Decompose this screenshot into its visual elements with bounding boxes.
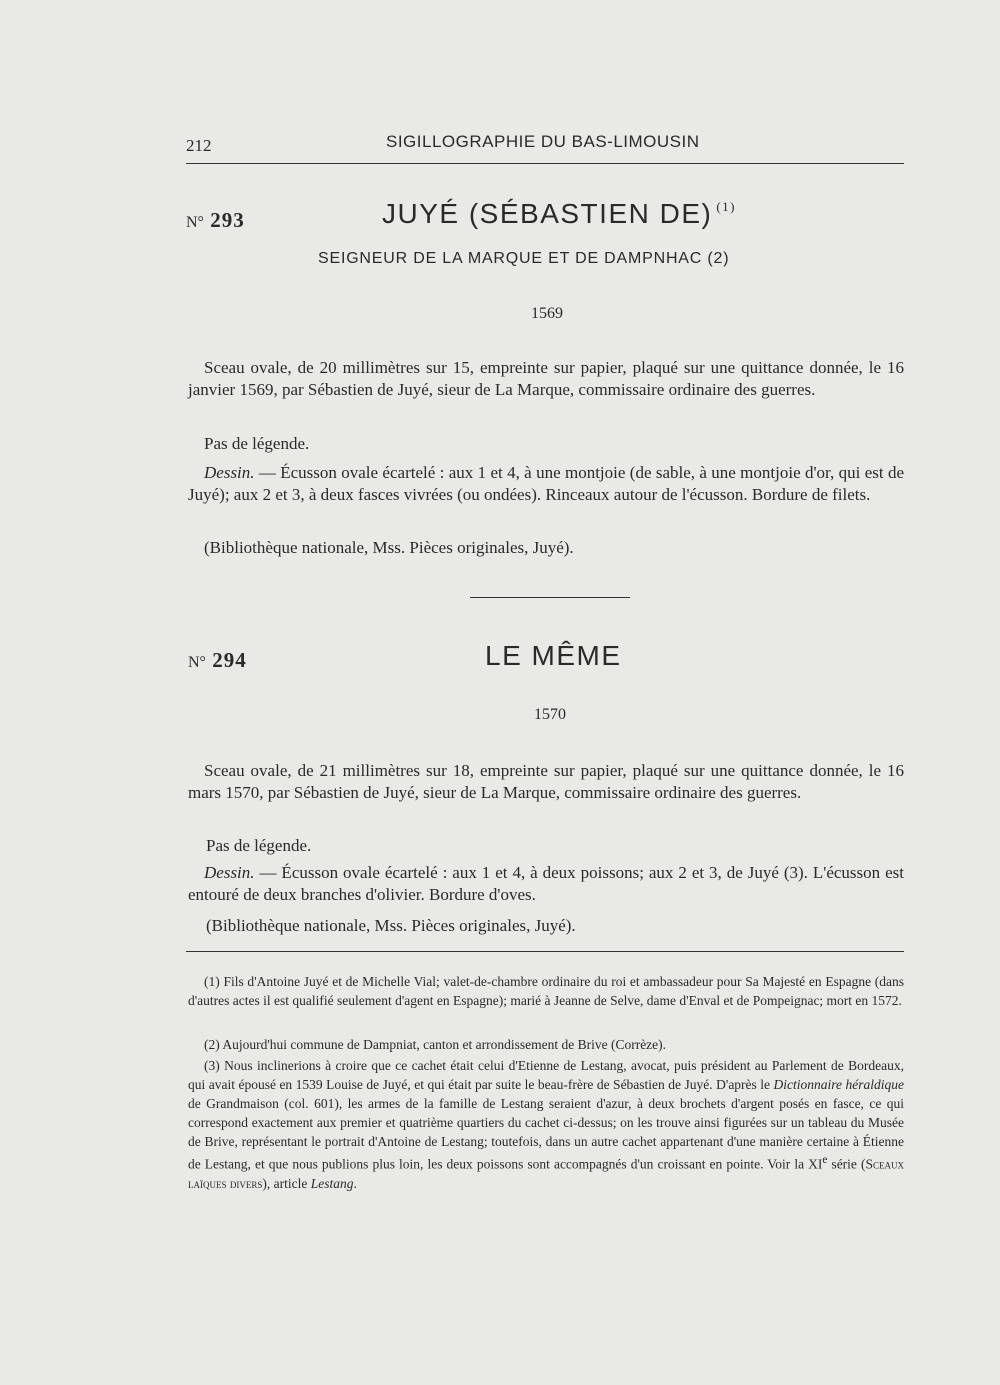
dessin-paragraph bbox=[188, 462, 904, 506]
dessin-text: — Écusson ovale écartelé : aux 1 et 4, à une montjoie (de sable, à une montjoie d'or, qui est de Juyé); aux 2 et 3, à deux fasces vivrées (ou ondées). Rinceaux autour de l'écusson. Bordure de filets. bbox=[188, 463, 904, 504]
entry-number: N° 293 bbox=[186, 208, 245, 232]
legend-note: Pas de légende. bbox=[206, 836, 312, 855]
entry-number: N° 294 bbox=[188, 648, 247, 672]
footnote-1: (1) Fils d'Antoine Juyé et de Michelle Vial; valet-de-chambre ordinaire du roi et ambassadeur pour Sa Majesté en Espagne (dans d'autres actes il est qualifié seulement d'agent en Espagne); marié à Jeanne de Selve, dame d'Enval et de Pompeignac; mort en 1572. bbox=[188, 974, 904, 1008]
footnote-2: (2) Aujourd'hui commune de Dampniat, canton et arrondissement de Brive (Corrèze). bbox=[204, 1037, 667, 1052]
dessin-label: Dessin. bbox=[204, 463, 255, 482]
separator-rule bbox=[470, 597, 630, 598]
dessin-text: — Écusson ovale écartelé : aux 1 et 4, à deux poissons; aux 2 et 3, de Juyé (3). L'écusson est entouré de deux branches d'olivier. Bordure d'oves. bbox=[188, 863, 904, 904]
page-number: 212 bbox=[186, 136, 212, 155]
running-title: SIGILLOGRAPHIE DU BAS-LIMOUSIN bbox=[386, 132, 700, 151]
footnote-rule bbox=[186, 951, 904, 952]
entry-subtitle: SEIGNEUR DE LA MARQUE ET DE DAMPNHAC (2) bbox=[318, 250, 730, 267]
footnote-3: (3) Nous inclinerions à croire que ce cachet était celui d'Etienne de Lestang, avocat, puis président au Parlement de Bordeaux, qui avait épousé en 1539 Louise de Juyé, et qui était par suite le beau-frère de Sébastien de Juyé. D'après le Dictionnaire héraldique de Grandmaison (col. 601), les armes de la famille de Lestang seraient d'azur, à deux brochets d'argent posés en fasce, ce qui correspond exactement aux premier et quatrième quartiers du cachet ci-dessus; on les trouve ainsi figurées sur un tableau du Musée de Brive, représentant le portrait d'Antoine de Lestang; toutefois, dans un autre cachet appartenant d'une manière certaine à Étienne de Lestang, et que nous publions plus loin, les deux poissons sont accompagnés d'un croissant en pointe. Voir la XIe série (Sceaux laïques divers), article Lestang. bbox=[188, 1058, 904, 1191]
dessin-paragraph bbox=[188, 862, 904, 906]
source-note: (Bibliothèque nationale, Mss. Pièces originales, Juyé). bbox=[206, 916, 576, 935]
running-header bbox=[186, 132, 904, 162]
seal-description: Sceau ovale, de 20 millimètres sur 15, empreinte sur papier, plaqué sur une quittance donnée, le 16 janvier 1569, par Sébastien de Juyé, sieur de La Marque, commissaire ordinaire des guerres. bbox=[188, 358, 904, 399]
entry-year: 1570 bbox=[534, 706, 566, 723]
entry-year: 1569 bbox=[531, 305, 563, 322]
dessin-label: Dessin. bbox=[204, 863, 255, 882]
entry-title: JUYÉ (SÉBASTIEN DE) $^{(1)}$ bbox=[382, 198, 737, 229]
legend-note: Pas de légende. bbox=[204, 434, 310, 453]
header-rule bbox=[186, 163, 904, 164]
footnote-ref: (1) bbox=[716, 199, 737, 214]
entry-title: LE MÊME bbox=[485, 640, 622, 671]
source-note: (Bibliothèque nationale, Mss. Pièces originales, Juyé). bbox=[204, 538, 574, 557]
seal-description: Sceau ovale, de 21 millimètres sur 18, empreinte sur papier, plaqué sur une quittance donnée, le 16 mars 1570, par Sébastien de Juyé, sieur de La Marque, commissaire ordinaire des guerres. bbox=[188, 761, 904, 802]
